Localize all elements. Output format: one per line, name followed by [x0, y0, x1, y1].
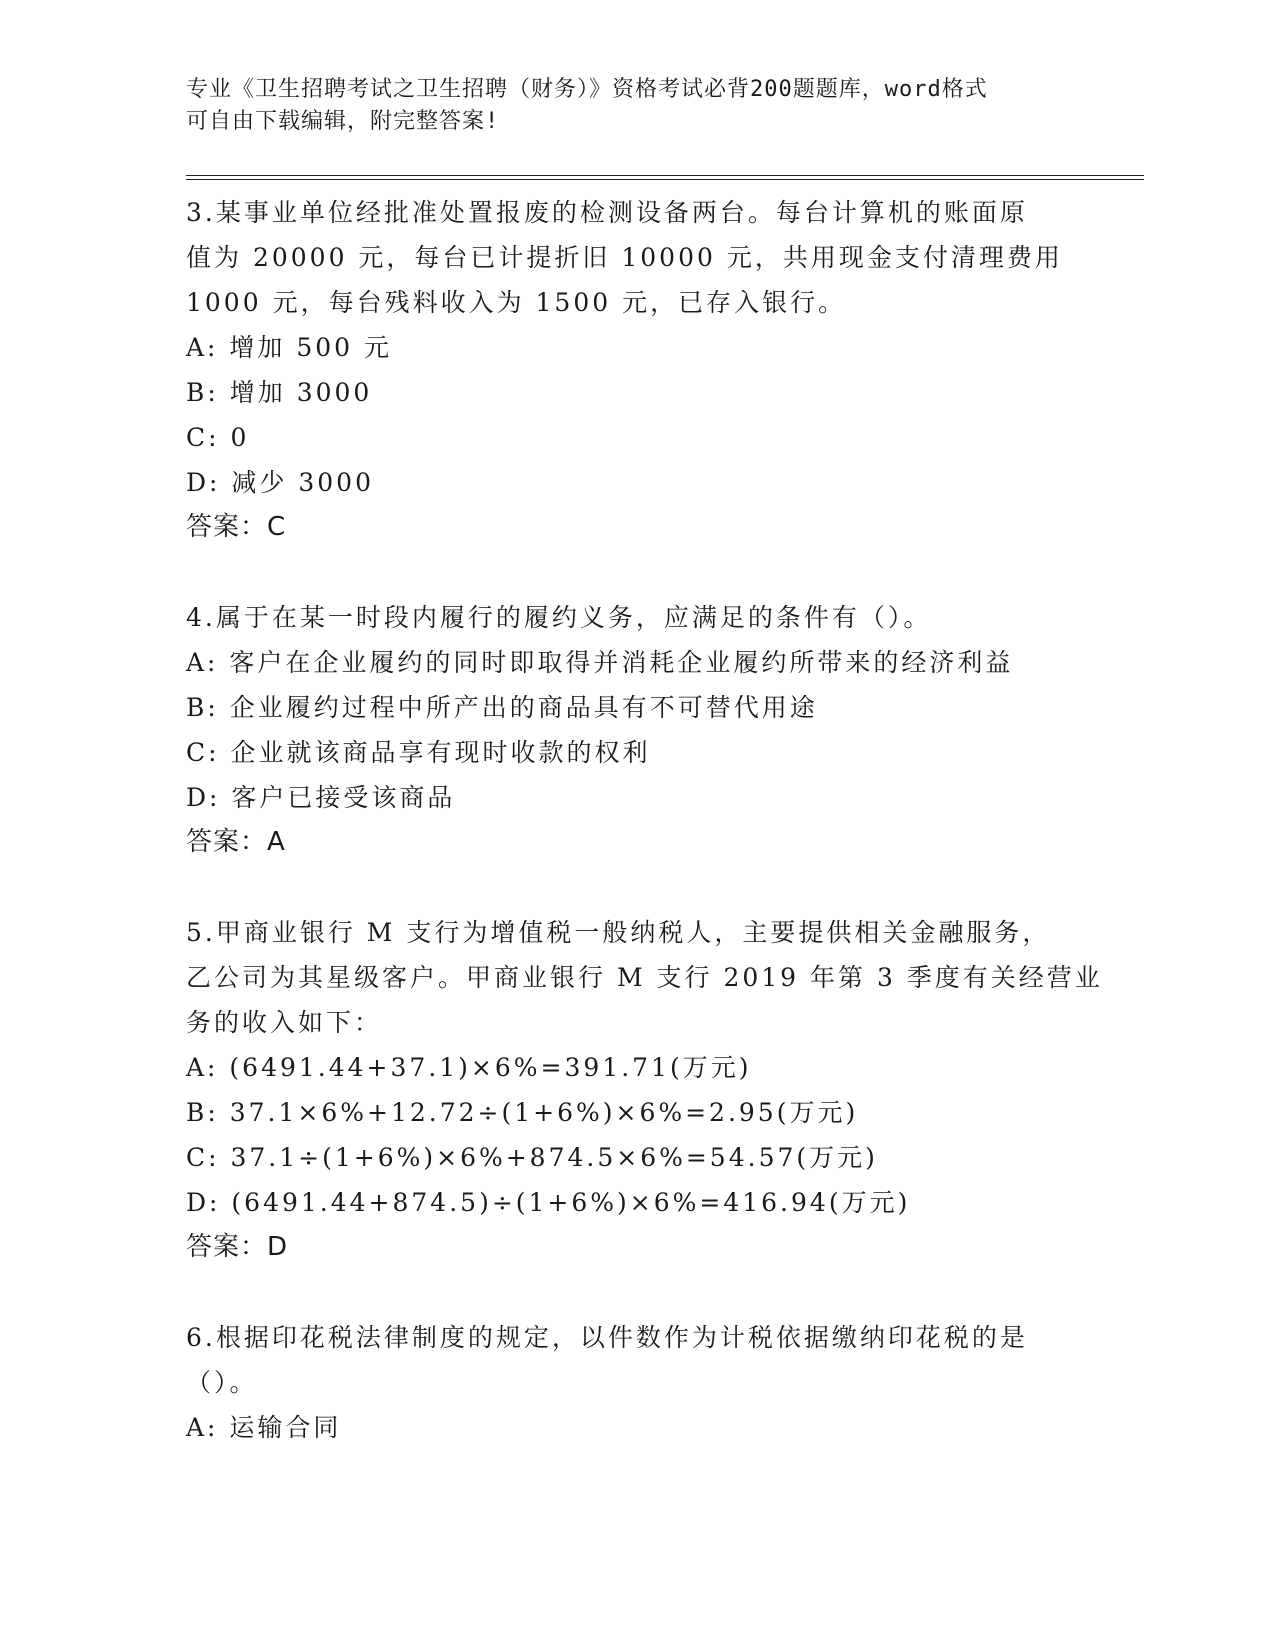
question-text: （）。: [186, 1368, 258, 1397]
question-block: [186, 190, 1086, 550]
question-text: 值为 20000 元，每台已计提折旧 10000 元，共用现金支付清理费用: [186, 243, 1063, 272]
answer-line: 答案：D: [186, 1232, 289, 1262]
question-text: 3.某事业单位经批准处置报废的检测设备两台。每台计算机的账面原: [186, 198, 1028, 227]
document-header: [186, 74, 1066, 138]
answer-line: 答案：A: [186, 827, 286, 857]
question-text: 务的收入如下：: [186, 1008, 383, 1037]
option-d: D: 减少 3000: [186, 468, 374, 497]
header-divider: [186, 175, 1144, 180]
option-a: A: 客户在企业履约的同时即取得并消耗企业履约所带来的经济利益: [186, 648, 1014, 677]
spacer: [186, 1270, 1086, 1315]
option-d: D: 客户已接受该商品: [186, 783, 456, 812]
option-c: C: 0: [186, 423, 250, 452]
option-c: C: 37.1÷(1+6%)×6%+874.5×6%=54.57(万元): [186, 1143, 878, 1172]
option-a: A: 运输合同: [186, 1413, 342, 1442]
question-text: 乙公司为其星级客户。甲商业银行 M 支行 2019 年第 3 季度有关经营业: [186, 963, 1103, 992]
option-d: D: (6491.44+874.5)÷(1+6%)×6%=416.94(万元): [186, 1188, 911, 1217]
spacer: [186, 550, 1086, 595]
question-text: 5.甲商业银行 M 支行为增值税一般纳税人，主要提供相关金融服务，: [186, 918, 1051, 947]
header-line-2: 可自由下载编辑，附完整答案!: [186, 109, 500, 134]
spacer: [186, 865, 1086, 910]
question-text: 6.根据印花税法律制度的规定，以件数作为计税依据缴纳印花税的是: [186, 1323, 1028, 1352]
option-b: B: 企业履约过程中所产出的商品具有不可替代用途: [186, 693, 818, 722]
header-line-1: 专业《卫生招聘考试之卫生招聘（财务）》资格考试必背200题题库，word格式: [186, 77, 988, 102]
option-a: A: 增加 500 元: [186, 333, 393, 362]
question-block: [186, 910, 1103, 1270]
question-list: [186, 190, 1103, 1450]
option-b: B: 37.1×6%+12.72÷(1+6%)×6%=2.95(万元): [186, 1098, 859, 1127]
option-b: B: 增加 3000: [186, 378, 373, 407]
answer-line: 答案：C: [186, 512, 287, 542]
question-text: 1000 元，每台残料收入为 1500 元，已存入银行。: [186, 288, 847, 317]
question-block: [186, 595, 1086, 865]
question-text: 4.属于在某一时段内履行的履约义务，应满足的条件有（）。: [186, 603, 932, 632]
option-c: C: 企业就该商品享有现时收款的权利: [186, 738, 651, 767]
option-a: A: (6491.44+37.1)×6%=391.71(万元): [186, 1053, 752, 1082]
question-block: [186, 1315, 1086, 1450]
